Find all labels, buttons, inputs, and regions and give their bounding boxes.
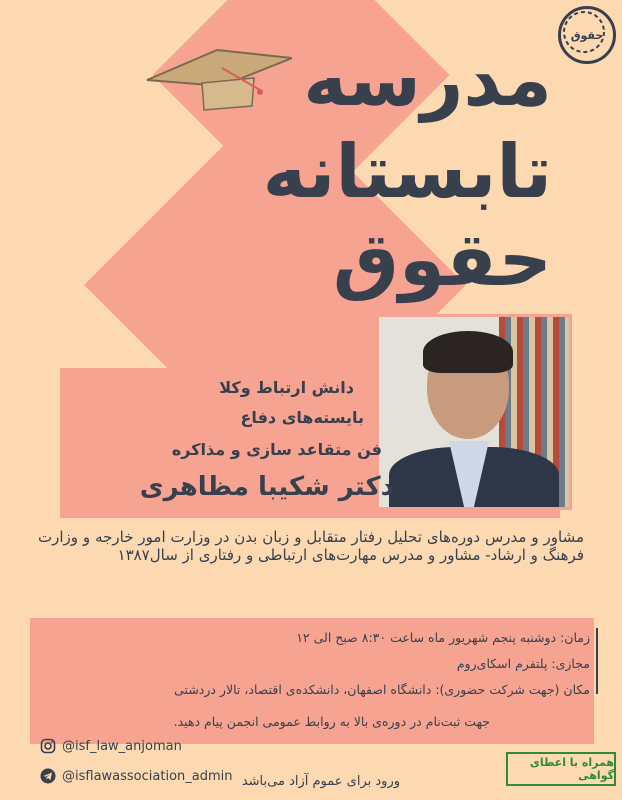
- instagram-handle: @isf_law_anjoman: [62, 738, 182, 754]
- telegram-icon: [40, 768, 56, 784]
- title-line-3: حقوق: [332, 217, 552, 303]
- logo-text: حقوق: [570, 28, 604, 42]
- speaker-bio: مشاور و مدرس دوره‌های تحلیل رفتار متقابل و زبان بدن در وزارت امور خارجه و وزارت فرهنگ و ارشاد- مشاور و مدرس مهارت‌های ارتباطی و رفتاری از سال۱۳۸۷: [38, 528, 584, 564]
- topic-2: بایسته‌های دفاع: [240, 408, 364, 427]
- speaker-photo: [376, 314, 572, 510]
- free-entry-note: ورود برای عموم آزاد می‌باشد: [241, 774, 400, 789]
- graduation-cap-icon: [142, 28, 292, 118]
- telegram-link[interactable]: [40, 768, 233, 784]
- title-line-2: تابستانه: [262, 129, 552, 215]
- instagram-link[interactable]: [40, 738, 182, 754]
- registration-note: جهت ثبت‌نام در دوره‌ی بالا به روابط عمومی انجمن پیام دهید.: [173, 714, 490, 729]
- certificate-badge: همراه با اعطای گواهی: [506, 752, 616, 786]
- topic-3: فن متقاعد سازی و مذاکره: [171, 440, 382, 459]
- detail-time: زمان: دوشنبه پنجم شهریور ماه ساعت ۸:۳۰ صبح الی ۱۲: [296, 630, 590, 645]
- instagram-icon: [40, 738, 56, 754]
- telegram-handle: @isflawassociation_admin: [62, 768, 233, 784]
- association-logo: [558, 6, 616, 64]
- topic-1: دانش ارتباط وکلا: [219, 378, 354, 397]
- detail-venue: مکان (جهت شرکت حضوری): دانشگاه اصفهان، دانشکده‌ی اقتصاد، تالار دردشتی: [174, 682, 590, 697]
- detail-online: مجازی: پلتفرم اسکای‌روم: [456, 656, 590, 671]
- speaker-hair: [423, 331, 513, 373]
- details-divider: [596, 628, 598, 694]
- title-line-1: مدرسه: [303, 37, 552, 123]
- speaker-name: دکتر شکیبا مظاهری: [139, 472, 394, 502]
